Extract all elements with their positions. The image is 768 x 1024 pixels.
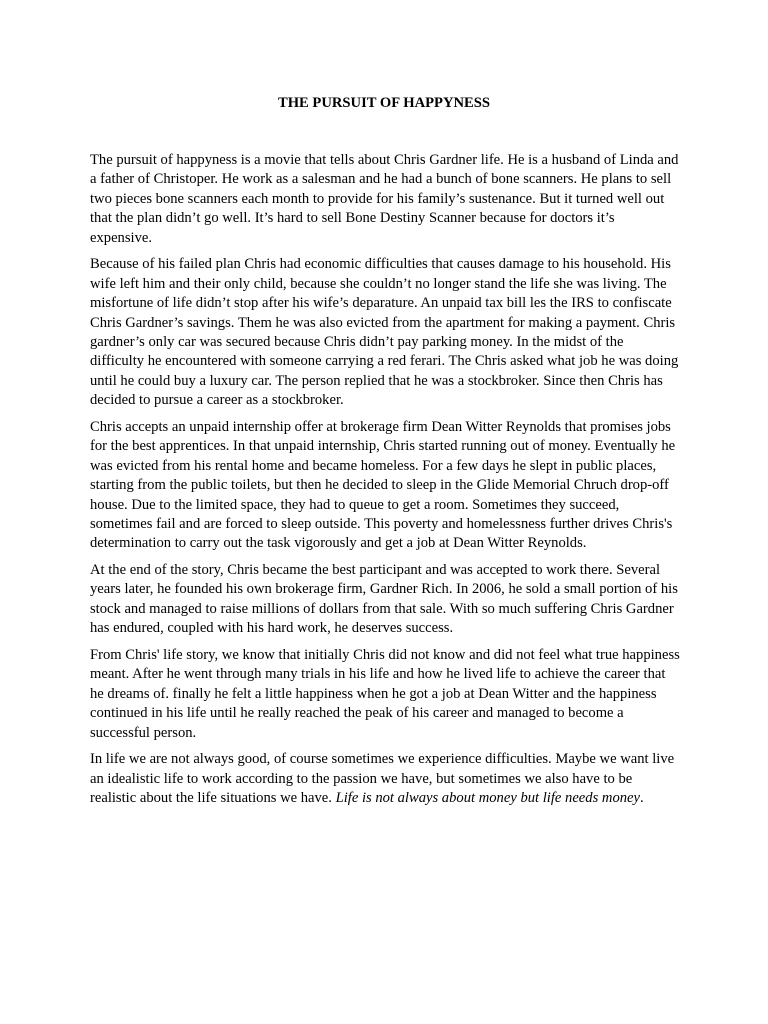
document-title: THE PURSUIT OF HAPPYNESS [277,95,491,111]
paragraph-5: From Chris' life story, we know that initially Chris did not know and did not feel what true happiness meant. After he went through many trials in his life and how he lived life to achieve the career that he dreams of. finally he felt a little happiness when he got a job at Dean Witter and the happiness continued in his life until he really reached the peak of his career and managed to become a successful person. [90,646,680,741]
closing-text: In life we are not always good, of course sometimes we experience difficulties. Maybe we want live an idealistic life to work according to the passion we have, but sometimes we also have to be realistic about the life situations we have. [90,751,675,807]
paragraph-4: At the end of the story, Chris became the best participant and was accepted to work there. Several years later, he founded his own brokerage firm, Gardner Rich. In 2006, he sold a small portion of his stock and managed to raise millions of dollars from that sale. With so much suffering Chris Gardner has endured, coupled with his hard work, he deserves success. [90,562,678,637]
paragraph-2: Because of his failed plan Chris had economic difficulties that causes damage to his household. His wife left him and their only child, because she couldn’t no longer stand the life she was living. The misfortune of life didn’t stop after his wife’s deparature. An unpaid tax bill les the IRS to confiscate Chris Gardner’s savings. Them he was also evicted from the apartment for making a payment. Chris gardner’s only car was secured because Chris didn’t pay parking money. In the midst of the difficulty he encountered with someone carrying a red ferari. The Chris asked what job he was doing until he could buy a luxury car. The person replied that he was a stockbroker. Since then Chris has decided to pursue a career as a stockbroker. [90,256,679,409]
closing-quote: Life is not always about money but life needs money [335,790,640,807]
paragraph-6 [90,750,680,808]
paragraph-1: The pursuit of happyness is a movie that tells about Chris Gardner life. He is a husband of Linda and a father of Christoper. He work as a salesman and he had a bunch of bone scanners. He plans to sell two pieces bone scanners each month to provide for his family’s sustenance. But it turned well out that the plan didn’t go well. It’s hard to sell Bone Destiny Scanner because for doctors it’s expensive. [90,152,679,246]
closing-period: . [640,790,644,807]
document-body [90,151,680,808]
paragraph-3: Chris accepts an unpaid internship offer at brokerage firm Dean Witter Reynolds that promises jobs for the best apprentices. In that unpaid internship, Chris started running out of money. Eventually he was evicted from his rental home and became homeless. For a few days he slept in public places, starting from the public toilets, but then he decided to sleep in the Glide Memorial Chruch drop-off house. Due to the limited space, they had to queue to get a room. Sometimes they succeed, sometimes fail and are forced to sleep outside. This poverty and homelessness further drives Chris's determination to carry out the task vigorously and get a job at Dean Witter Reynolds. [90,418,676,552]
